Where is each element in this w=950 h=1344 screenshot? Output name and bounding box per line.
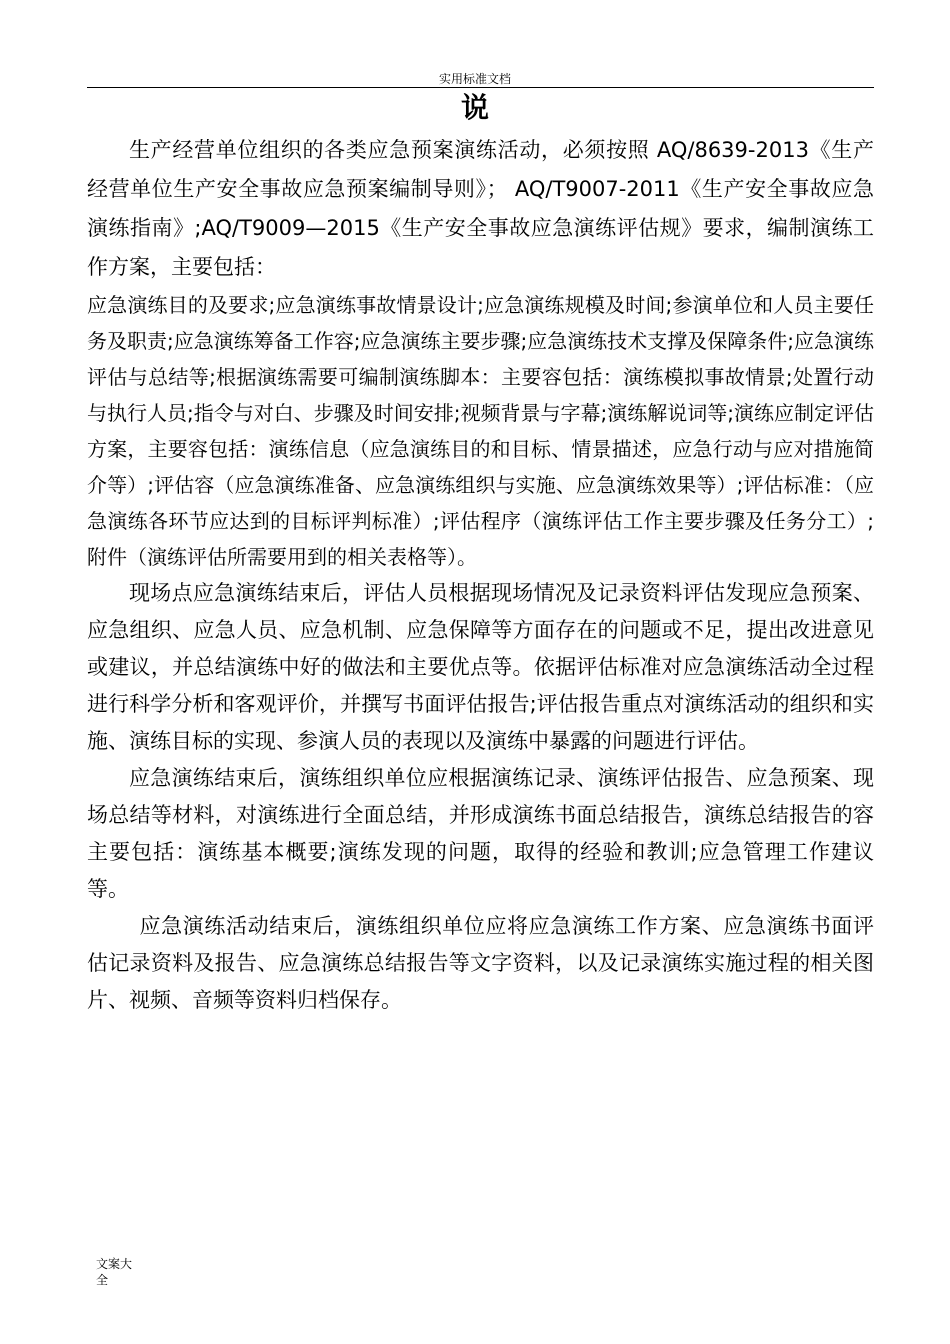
paragraph-intro: 生产经营单位组织的各类应急预案演练活动，必须按照 AQ/8639-2013《生产经营单位生产安全事故应急预案编制导则》； AQ/T9007-2011《生产安全事故应急演练指南》;AQ/T9009—2015《生产安全事故应急演练评估规》要求，编制演练工作方案，主要包括： bbox=[87, 138, 874, 279]
document-title: 说 bbox=[460, 91, 489, 124]
paragraph-plan-contents: 应急演练目的及要求;应急演练事故情景设计;应急演练规模及时间;参演单位和人员主要任务及职责;应急演练筹备工作容;应急演练主要步骤;应急演练技术支撑及保障条件;应急演练评估与总结等;根据演练需要可编制演练脚本：主要容包括：演练模拟事故情景;处置行动与执行人员;指令与对白、步骤及时间安排;视频背景与字幕;演练解说词等;演练应制定评估方案，主要容包括：演练信息（应急演练目的和目标、情景描述，应急行动与应对措施简介等）;评估容（应急演练准备、应急演练组织与实施、应急演练效果等）;评估标准：（应急演练各环节应达到的目标评判标准）;评估程序（演练评估工作主要步骤及任务分工）;附件（演练评估所需要用到的相关表格等）。 bbox=[87, 293, 874, 569]
paragraph-summary: 应急演练结束后，演练组织单位应根据演练记录、演练评估报告、应急预案、现场总结等材料，对演练进行全面总结，并形成演练书面总结报告，演练总结报告的容主要包括：演练基本概要;演练发现的问题，取得的经验和教训;应急管理工作建议等。 bbox=[87, 766, 874, 901]
document-body bbox=[87, 131, 874, 1019]
header-divider bbox=[87, 87, 874, 88]
paragraph-evaluation: 现场点应急演练结束后，评估人员根据现场情况及记录资料评估发现应急预案、应急组织、应急人员、应急机制、应急保障等方面存在的问题或不足，提出改进意见或建议，并总结演练中好的做法和主要优点等。依据评估标准对应急演练活动全过程进行科学分析和客观评价，并撰写书面评估报告;评估报告重点对演练活动的组织和实施、演练目标的实现、参演人员的表现以及演练中暴露的问题进行评估。 bbox=[87, 581, 874, 753]
page-header-label: 实用标准文档 bbox=[438, 72, 511, 86]
paragraph-archiving: 应急演练活动结束后，演练组织单位应将应急演练工作方案、应急演练书面评估记录资料及报告、应急演练总结报告等文字资料，以及记录演练实施过程的相关图片、视频、音频等资料归档保存。 bbox=[87, 914, 874, 1012]
page-footer-label: 文案大全 bbox=[96, 1257, 133, 1287]
